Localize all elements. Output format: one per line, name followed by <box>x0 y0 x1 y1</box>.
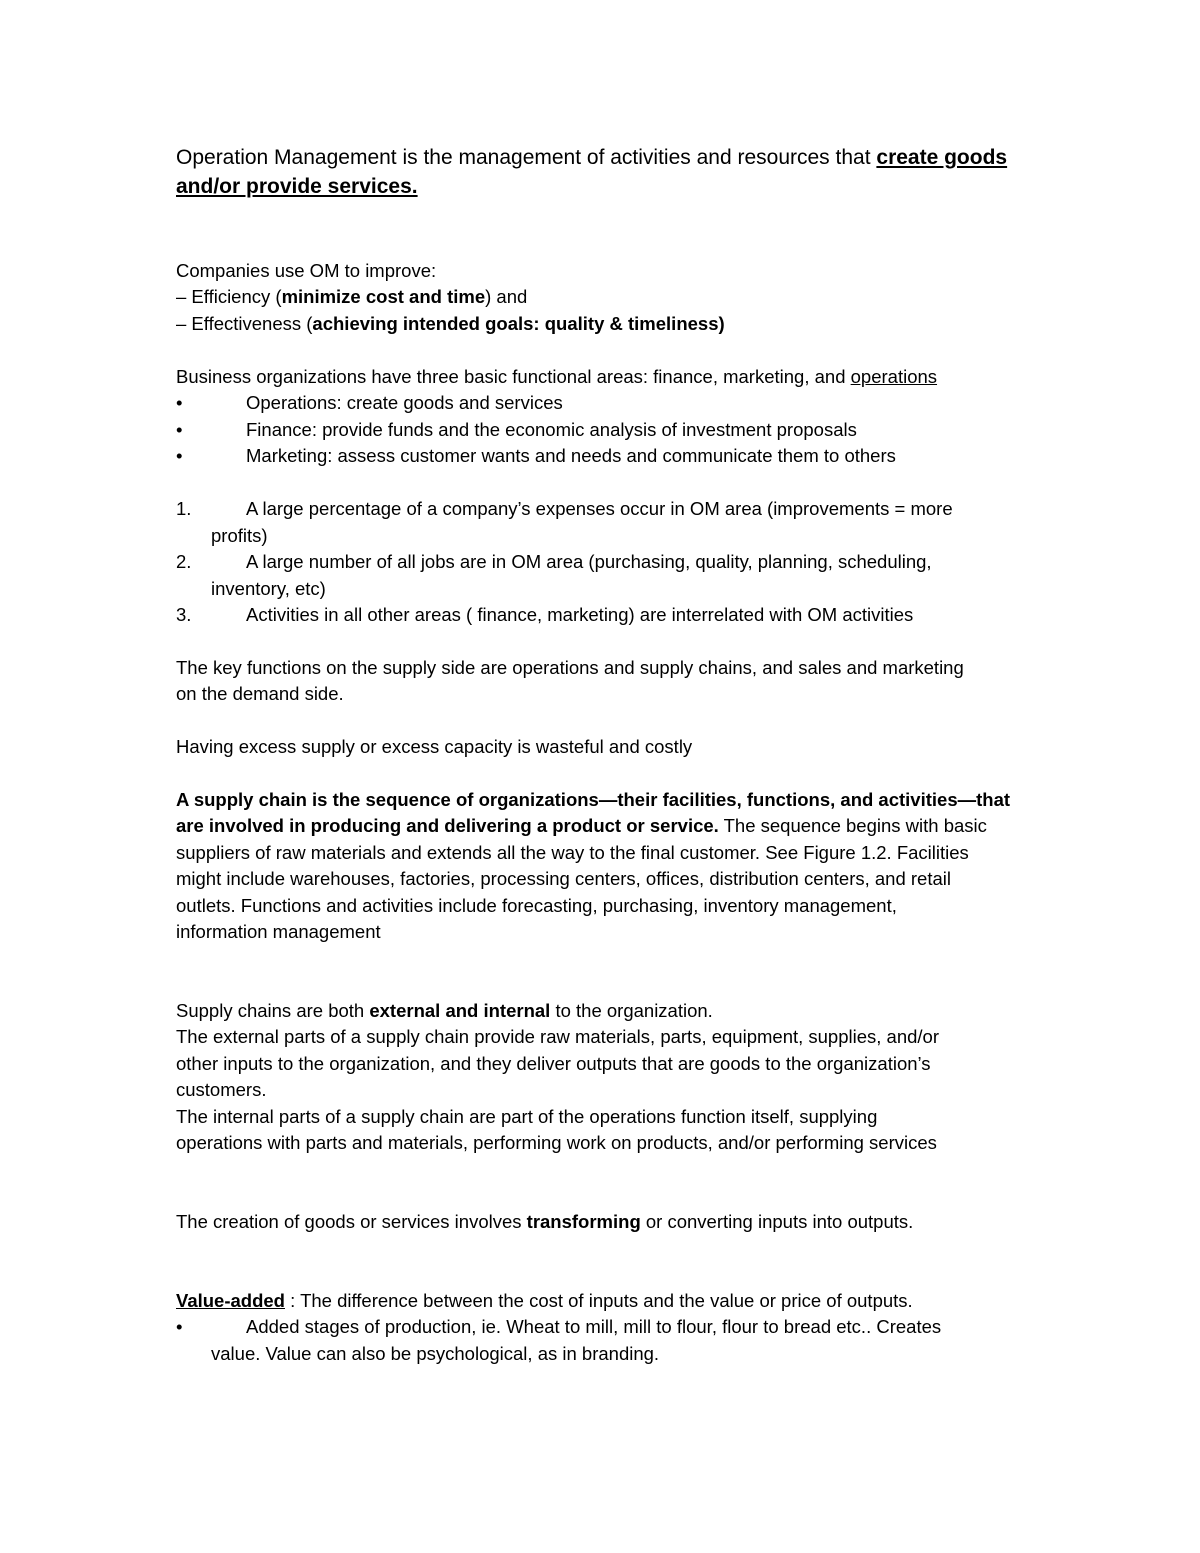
bullet-icon: • <box>176 445 183 466</box>
supply-chain-line5: outlets. Functions and activities include forecasting, purchasing, inventory management, <box>176 895 897 916</box>
item-text-cont: inventory, etc) <box>211 577 326 599</box>
efficiency-bold: minimize cost and time <box>281 286 486 307</box>
supply-chain-line2 <box>176 813 1036 840</box>
key-functions-line1: The key functions on the supply side are operations and supply chains, and sales and marketing <box>176 657 964 678</box>
ext-int-line6: operations with parts and materials, performing work on products, and/or performing services <box>176 1132 937 1153</box>
effectiveness-pre: – Effectiveness ( <box>176 313 313 334</box>
creation-bold: transforming <box>526 1211 641 1232</box>
item-number: 2. <box>176 551 192 572</box>
efficiency-pre: – Efficiency ( <box>176 286 282 307</box>
supply-chain-line6: information management <box>176 921 381 942</box>
value-added-term: Value-added <box>176 1290 285 1311</box>
item-text: Activities in all other areas ( finance, marketing) are interrelated with OM activities <box>246 604 914 625</box>
item-text: A large percentage of a company’s expenses occur in OM area (improvements = more <box>246 498 953 519</box>
ext-int-line4: customers. <box>176 1079 267 1100</box>
intro-definition <box>176 143 1036 172</box>
ext-int-line1 <box>176 998 1036 1025</box>
improve-intro: Companies use OM to improve: <box>176 260 437 281</box>
ext-int-pre: Supply chains are both <box>176 1000 370 1021</box>
item-number: 1. <box>176 498 192 519</box>
supply-chain-line4: might include warehouses, factories, processing centers, offices, distribution centers, and retail <box>176 868 951 889</box>
item-number: 3. <box>176 604 192 625</box>
functional-intro-text: Business organizations have three basic functional areas: finance, marketing, and <box>176 366 851 387</box>
functional-intro-underlined: operations <box>850 366 938 387</box>
bullet-text: Finance: provide funds and the economic analysis of investment proposals <box>246 419 857 440</box>
definition-underlined-1: create goods <box>876 146 1008 169</box>
item-text-cont: profits) <box>211 524 268 546</box>
creation-pre: The creation of goods or services involves <box>176 1211 527 1232</box>
supply-chain-line1: A supply chain is the sequence of organizations—their facilities, functions, and activities—that <box>176 789 1011 810</box>
functional-intro <box>176 364 1036 391</box>
bullet-text: Operations: create goods and services <box>246 392 563 413</box>
ext-int-post: to the organization. <box>550 1000 713 1021</box>
ext-int-line3: other inputs to the organization, and they deliver outputs that are goods to the organization’s <box>176 1053 931 1074</box>
supply-chain-bold: are involved in producing and delivering a product or service. <box>176 815 719 836</box>
item-text: A large number of all jobs are in OM area (purchasing, quality, planning, scheduling, <box>246 551 932 572</box>
bullet-icon: • <box>176 1316 183 1337</box>
creation-post: or converting inputs into outputs. <box>640 1211 914 1232</box>
bullet-text: Marketing: assess customer wants and needs and communicate them to others <box>246 445 896 466</box>
supply-chain-plain: The sequence begins with basic <box>718 815 987 836</box>
bullet-icon: • <box>176 419 183 440</box>
supply-chain-line3: suppliers of raw materials and extends all the way to the final customer. See Figure 1.2. Facilities <box>176 842 969 863</box>
bullet-text: Added stages of production, ie. Wheat to mill, mill to flour, flour to bread etc.. Creates <box>246 1316 942 1337</box>
value-added-line <box>176 1288 1036 1315</box>
ext-int-bold: external and internal <box>369 1000 551 1021</box>
effectiveness-line <box>176 311 1036 338</box>
efficiency-line <box>176 284 1036 311</box>
ext-int-line5: The internal parts of a supply chain are part of the operations function itself, supplying <box>176 1106 878 1127</box>
definition-text: Operation Management is the management of activities and resources that <box>176 146 877 169</box>
bullet-text-cont: value. Value can also be psychological, as in branding. <box>211 1342 660 1364</box>
creation-line <box>176 1209 1036 1236</box>
intro-definition-cont <box>176 172 1036 201</box>
definition-underlined-2: and/or provide services. <box>176 175 418 198</box>
effectiveness-bold: achieving intended goals: quality & timeliness) <box>312 313 725 334</box>
value-added-definition: : The difference between the cost of inputs and the value or price of outputs. <box>284 1290 913 1311</box>
key-functions-line2: on the demand side. <box>176 683 344 704</box>
bullet-icon: • <box>176 392 183 413</box>
excess-line: Having excess supply or excess capacity is wasteful and costly <box>176 736 693 757</box>
efficiency-post: ) and <box>485 286 528 307</box>
ext-int-line2: The external parts of a supply chain provide raw materials, parts, equipment, supplies, and/or <box>176 1026 940 1047</box>
